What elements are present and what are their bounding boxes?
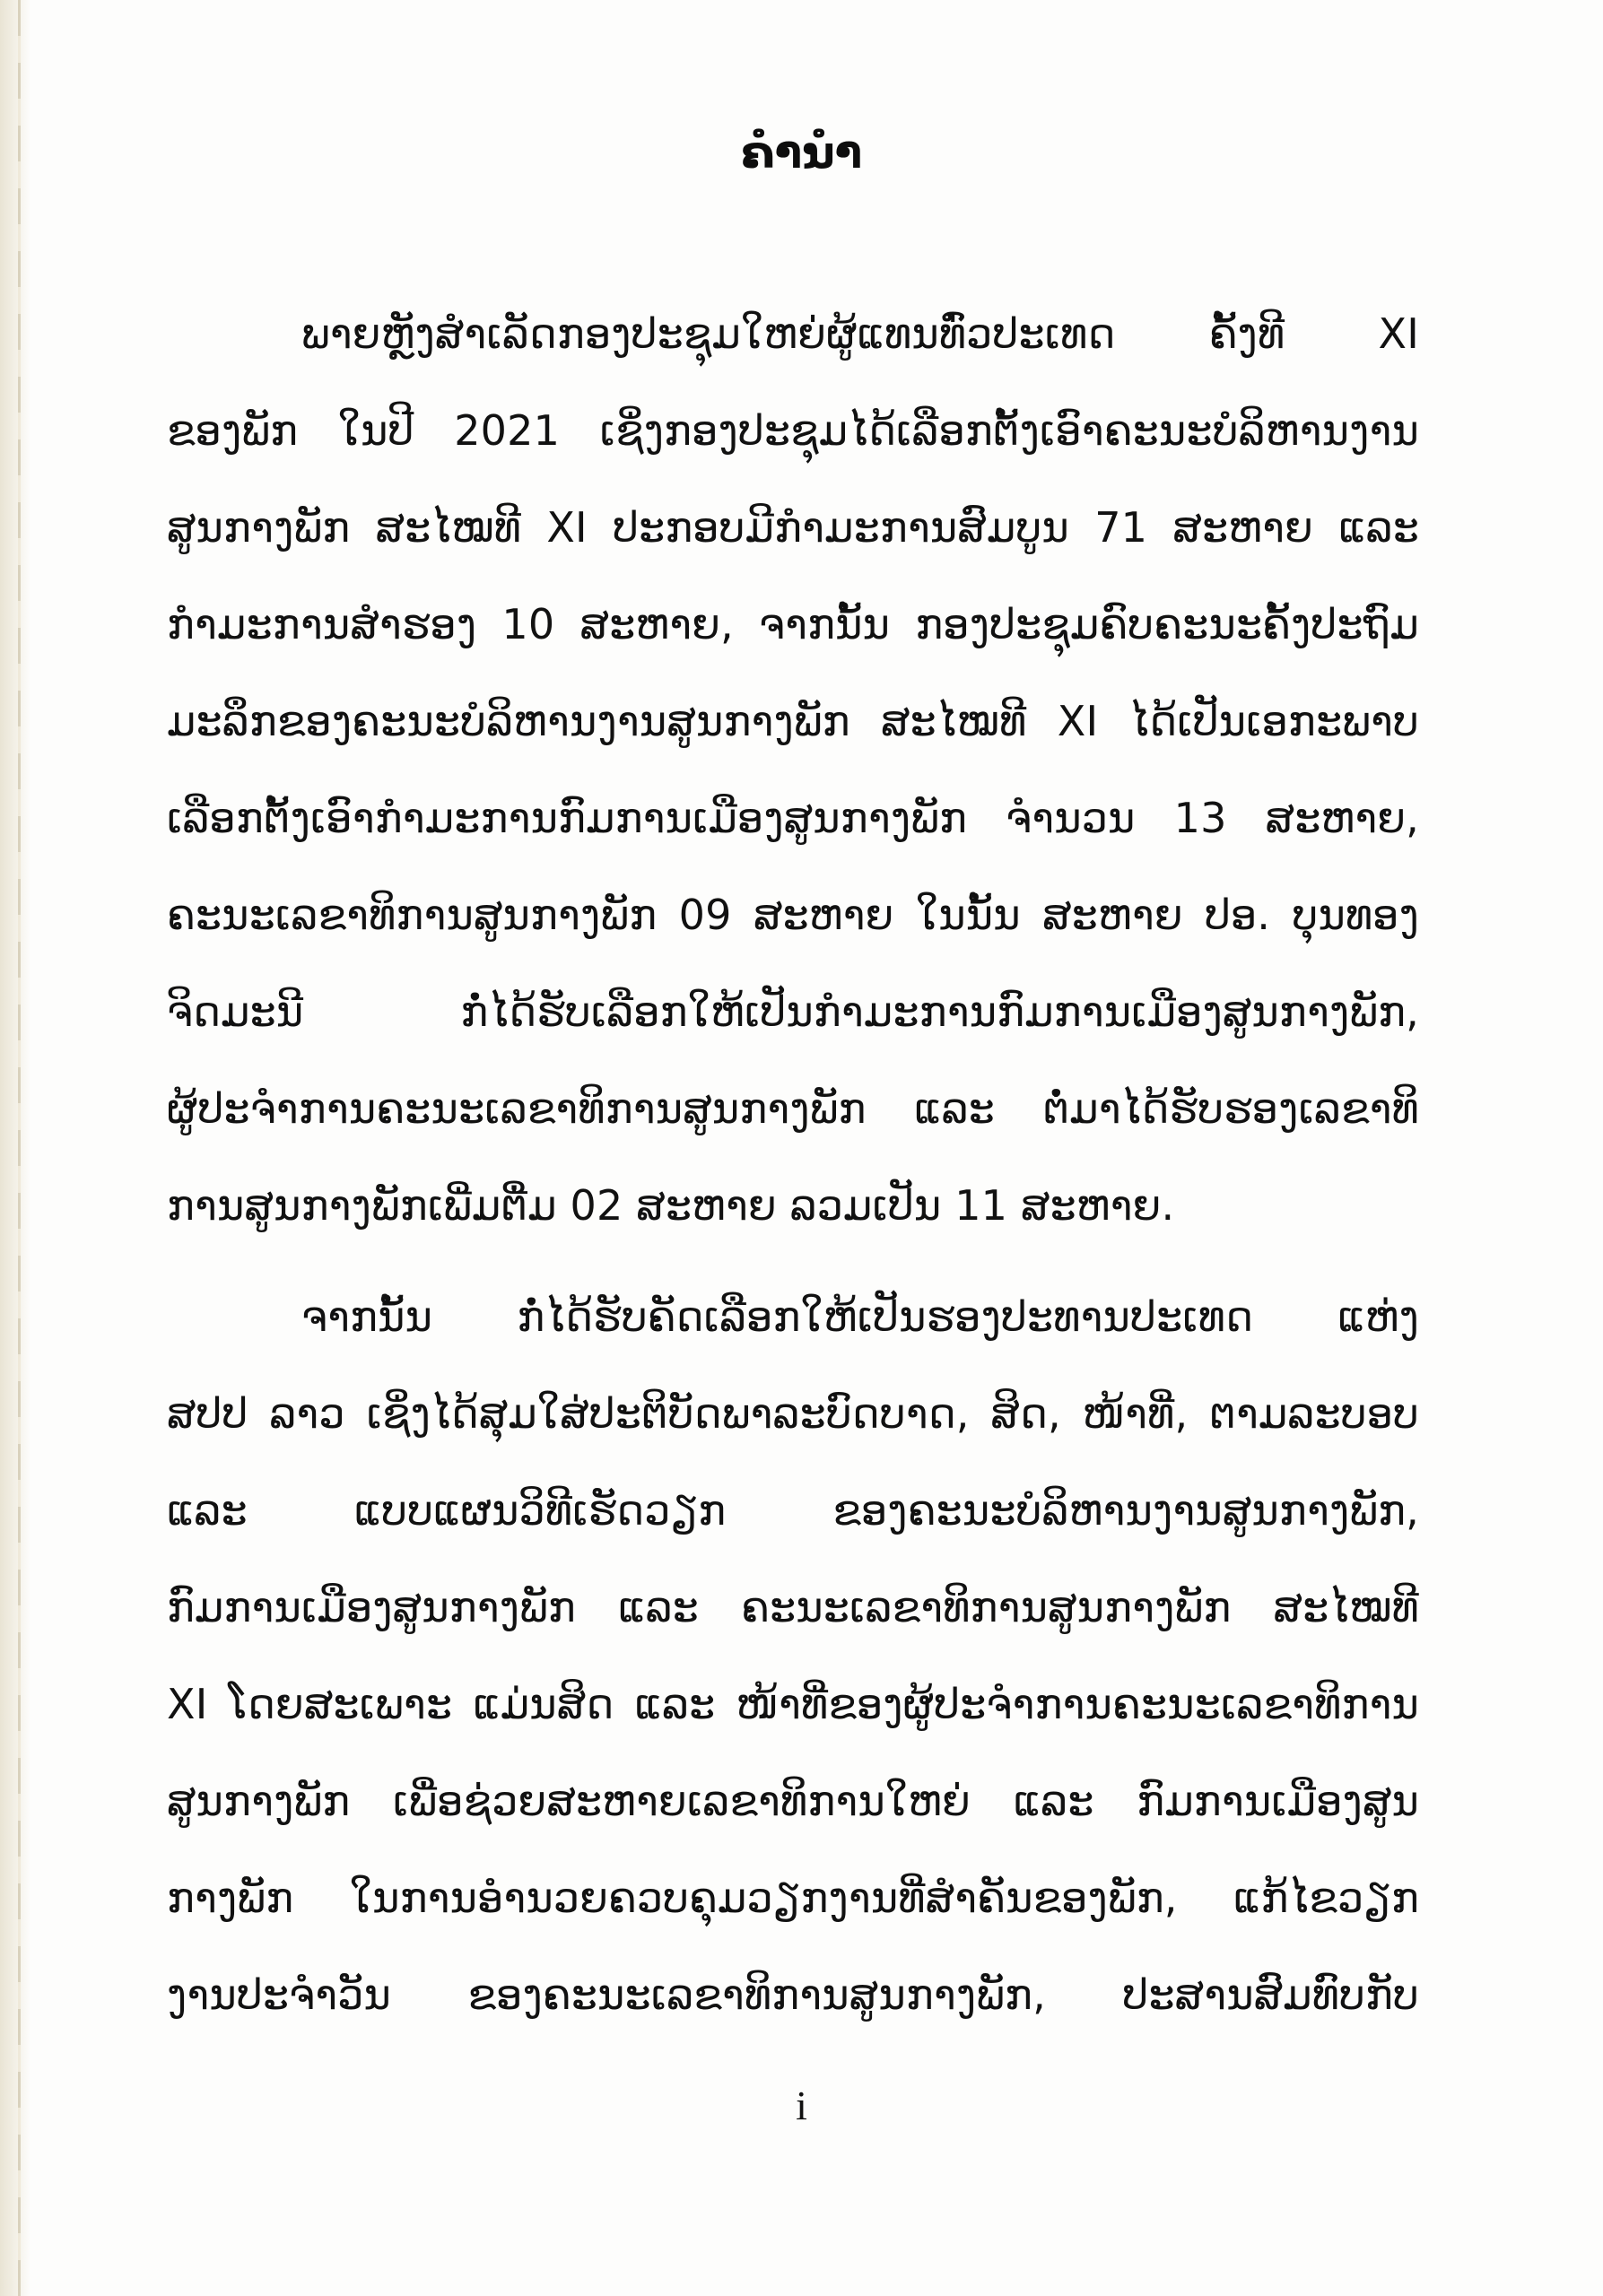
text-line: ຂອງພັກ ໃນປີ 2021 ເຊິ່ງກອງປະຊຸມໄດ້ເລືອກຕັ້ງເອົາຄະນະບໍລິຫານງານ <box>167 406 1419 455</box>
text-line: ງານປະຈໍາວັນ ຂອງຄະນະເລຂາທິການສູນກາງພັກ, ປະສານສົມທົບກັບ <box>167 1970 1419 2019</box>
text-line: ມະລຶກຂອງຄະນະບໍລິຫານງານສູນກາງພັກ ສະໄໝທີ XI ໄດ້ເປັນເອກະພາບ <box>167 697 1419 745</box>
text-line: ຜູ້ປະຈໍາການຄະນະເລຂາທິການສູນກາງພັກ ແລະ ຕໍ່ມາໄດ້ຮັບຮອງເລຂາທິ <box>167 1084 1419 1133</box>
page-title: ຄໍານໍາ <box>741 126 862 178</box>
text-line: ແລະ ແບບແຜນວິທີເຮັດວຽກ ຂອງຄະນະບໍລິຫານງານສູນກາງພັກ, <box>167 1486 1419 1535</box>
body-text <box>167 285 1419 2043</box>
page-number: i <box>796 2083 807 2128</box>
text-line: ຄະນະເລຂາທິການສູນກາງພັກ 09 ສະຫາຍ ໃນນັ້ນ ສະຫາຍ ປອ. ບຸນທອງ <box>167 891 1419 939</box>
text-line: ກົມການເມືອງສູນກາງພັກ ແລະ ຄະນະເລຂາທິການສູນກາງພັກ ສະໄໝທີ <box>167 1583 1419 1631</box>
text-line: ການສູນກາງພັກເພີ່ມຕື່ມ 02 ສະຫາຍ ລວມເປັນ 11 ສະຫາຍ. <box>167 1181 1175 1230</box>
page-left-edge <box>0 0 30 2296</box>
text-line: ກໍາມະການສໍາຮອງ 10 ສະຫາຍ, ຈາກນັ້ນ ກອງປະຊຸມຄົບຄະນະຄັ້ງປະຖົມ <box>167 600 1419 648</box>
paragraph-gap <box>167 1254 1419 1268</box>
text-line: ຈາກນັ້ນ ກໍ່ໄດ້ຮັບຄັດເລືອກໃຫ້ເປັນຮອງປະທານປະເທດ ແຫ່ງ <box>301 1292 1419 1341</box>
text-line: ພາຍຫຼັງສໍາເລັດກອງປະຊຸມໃຫຍ່ຜູ້ແທນທົ່ວປະເທດ ຄັ້ງທີ XI <box>301 309 1419 358</box>
text-line: XI ໂດຍສະເພາະ ແມ່ນສິດ ແລະ ໜ້າທີ່ຂອງຜູ້ປະຈໍາການຄະນະເລຂາທິການ <box>167 1680 1419 1728</box>
text-line: ສູນກາງພັກ ເພື່ອຊ່ວຍສະຫາຍເລຂາທິການໃຫຍ່ ແລະ ກົມການເມືອງສູນ <box>167 1777 1419 1825</box>
text-line: ສູນກາງພັກ ສະໄໝທີ XI ປະກອບມີກໍາມະການສົມບູນ 71 ສະຫາຍ ແລະ <box>167 503 1419 552</box>
text-line: ຈິດມະນີ ກໍ່ໄດ້ຮັບເລືອກໃຫ້ເປັນກໍາມະການກົມການເມືອງສູນກາງພັກ, <box>167 987 1419 1036</box>
text-line: ເລືອກຕັ້ງເອົາກໍາມະການກົມການເມືອງສູນກາງພັກ ຈໍານວນ 13 ສະຫາຍ, <box>167 794 1419 842</box>
text-line: ກາງພັກ ໃນການອໍານວຍຄວບຄຸມວຽກງານທີ່ສໍາຄັນຂອງພັກ, ແກ້ໄຂວຽກ <box>167 1874 1419 1922</box>
text-line: ສປປ ລາວ ເຊິ່ງໄດ້ສຸມໃສ່ປະຕິບັດພາລະບົດບາດ, ສິດ, ໜ້າທີ່, ຕາມລະບອບ <box>167 1389 1419 1438</box>
